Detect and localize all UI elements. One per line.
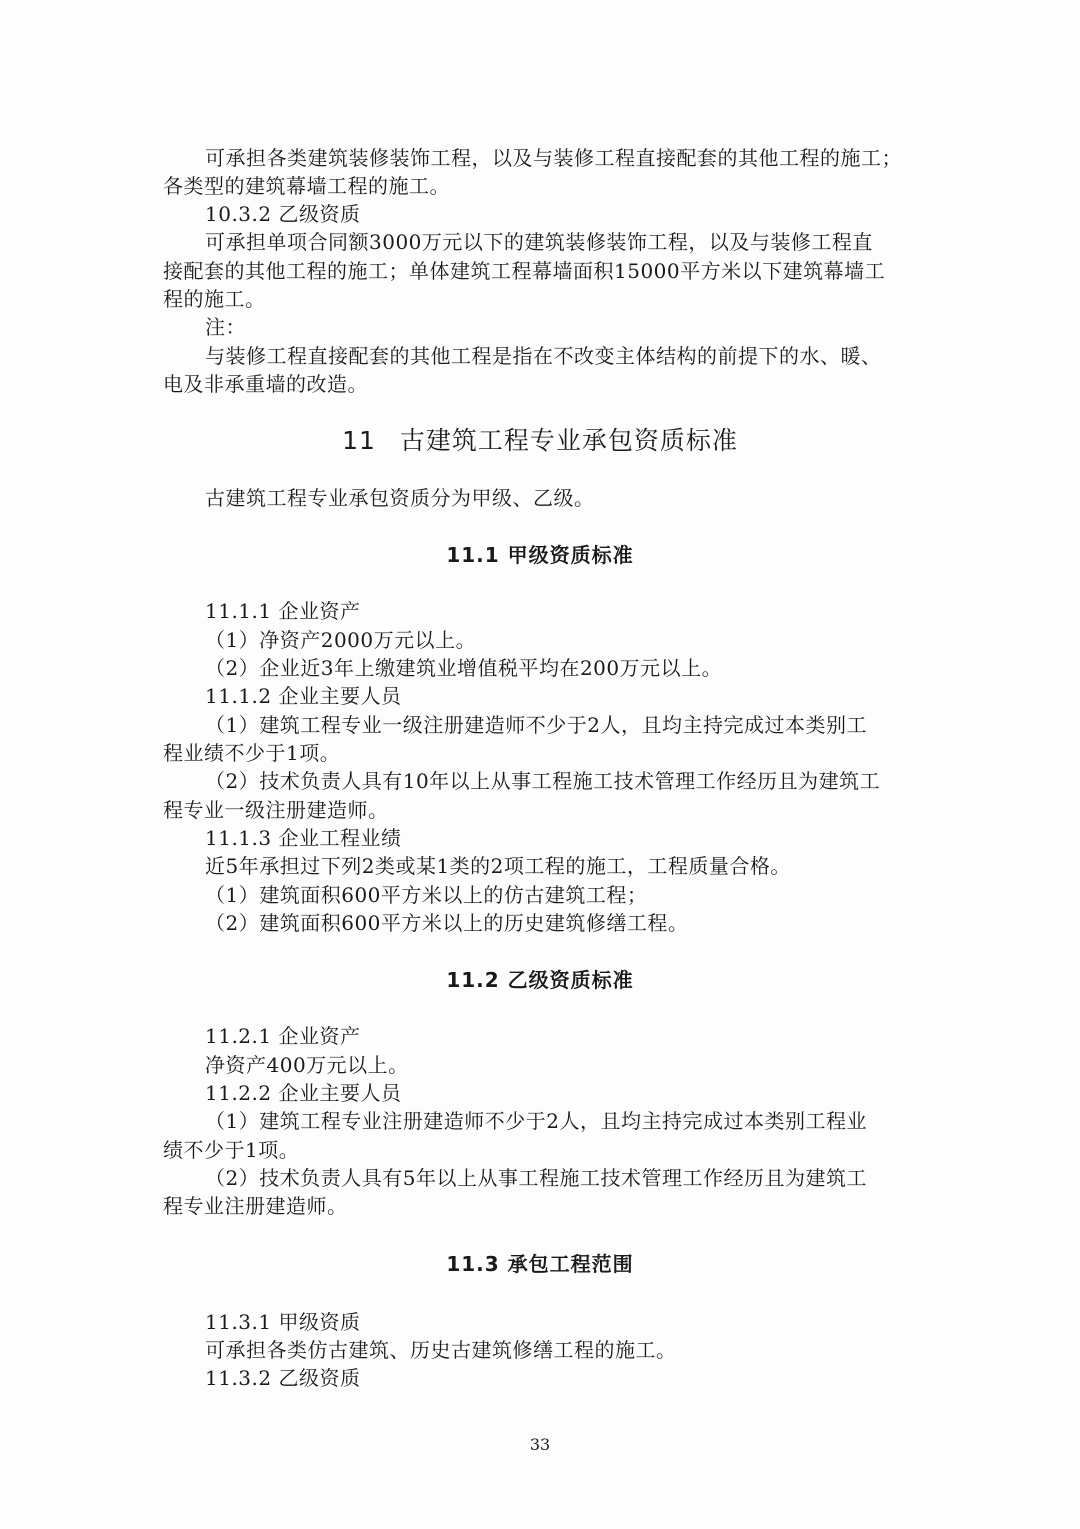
chapter-title: 古建筑工程专业承包资质标准 (399, 426, 738, 455)
page-number: 33 (529, 1435, 551, 1454)
paragraph-line: 与装修工程直接配套的其他工程是指在不改变主体结构的前提下的水、暖、 (205, 344, 882, 368)
list-item-continuation: 程业绩不少于1项。 (163, 741, 341, 765)
paragraph-line: 电及非承重墙的改造。 (163, 372, 368, 396)
list-item: （2）企业近3年上缴建筑业增值税平均在200万元以上。 (205, 656, 723, 680)
chapter-intro: 古建筑工程专业承包资质分为甲级、乙级。 (205, 486, 595, 510)
section-heading-11-3: 11.3 承包工程范围 (446, 1252, 634, 1276)
clause-heading: 11.1.1 企业资产 (205, 599, 361, 623)
clause-heading: 11.1.2 企业主要人员 (205, 684, 402, 708)
clause-heading: 10.3.2 乙级资质 (205, 202, 361, 226)
list-item-continuation: 程专业注册建造师。 (163, 1194, 348, 1218)
list-item: （1）建筑面积600平方米以上的仿古建筑工程； (205, 883, 648, 907)
list-item-continuation: 绩不少于1项。 (163, 1138, 300, 1162)
section-heading-11-2: 11.2 乙级资质标准 (446, 968, 634, 992)
list-item: （1）建筑工程专业注册建造师不少于2人，且均主持完成过本类别工程业 (205, 1109, 867, 1133)
paragraph-line: 近5年承担过下列2类或某1类的2项工程的施工，工程质量合格。 (205, 854, 791, 878)
paragraph-line: 可承担各类仿古建筑、历史古建筑修缮工程的施工。 (205, 1338, 677, 1362)
clause-heading: 11.1.3 企业工程业绩 (205, 826, 402, 850)
chapter-heading (0, 423, 1080, 459)
list-item: （2）技术负责人具有10年以上从事工程施工技术管理工作经历且为建筑工 (205, 769, 881, 793)
list-item: （1）建筑工程专业一级注册建造师不少于2人，且均主持完成过本类别工 (205, 713, 867, 737)
section-heading-11-1: 11.1 甲级资质标准 (446, 543, 634, 567)
paragraph-line: 可承担各类建筑装修装饰工程，以及与装修工程直接配套的其他工程的施工； (205, 146, 902, 170)
paragraph-line: 可承担单项合同额3000万元以下的建筑装修装饰工程，以及与装修工程直 (205, 230, 873, 254)
list-item: （1）净资产2000万元以上。 (205, 628, 477, 652)
paragraph-line: 接配套的其他工程的施工；单体建筑工程幕墙面积15000平方米以下建筑幕墙工 (163, 259, 886, 283)
chapter-number: 11 (342, 426, 376, 455)
clause-heading: 11.2.1 企业资产 (205, 1024, 361, 1048)
clause-heading: 11.3.2 乙级资质 (205, 1366, 361, 1390)
clause-heading: 11.2.2 企业主要人员 (205, 1081, 402, 1105)
paragraph-line: 程的施工。 (163, 287, 266, 311)
list-item-continuation: 程专业一级注册建造师。 (163, 798, 389, 822)
paragraph-line: 净资产400万元以上。 (205, 1053, 409, 1077)
paragraph-line: 各类型的建筑幕墙工程的施工。 (163, 174, 450, 198)
list-item: （2）建筑面积600平方米以上的历史建筑修缮工程。 (205, 911, 689, 935)
clause-heading: 11.3.1 甲级资质 (205, 1310, 361, 1334)
list-item: （2）技术负责人具有5年以上从事工程施工技术管理工作经历且为建筑工 (205, 1166, 867, 1190)
note-label: 注： (205, 315, 246, 339)
